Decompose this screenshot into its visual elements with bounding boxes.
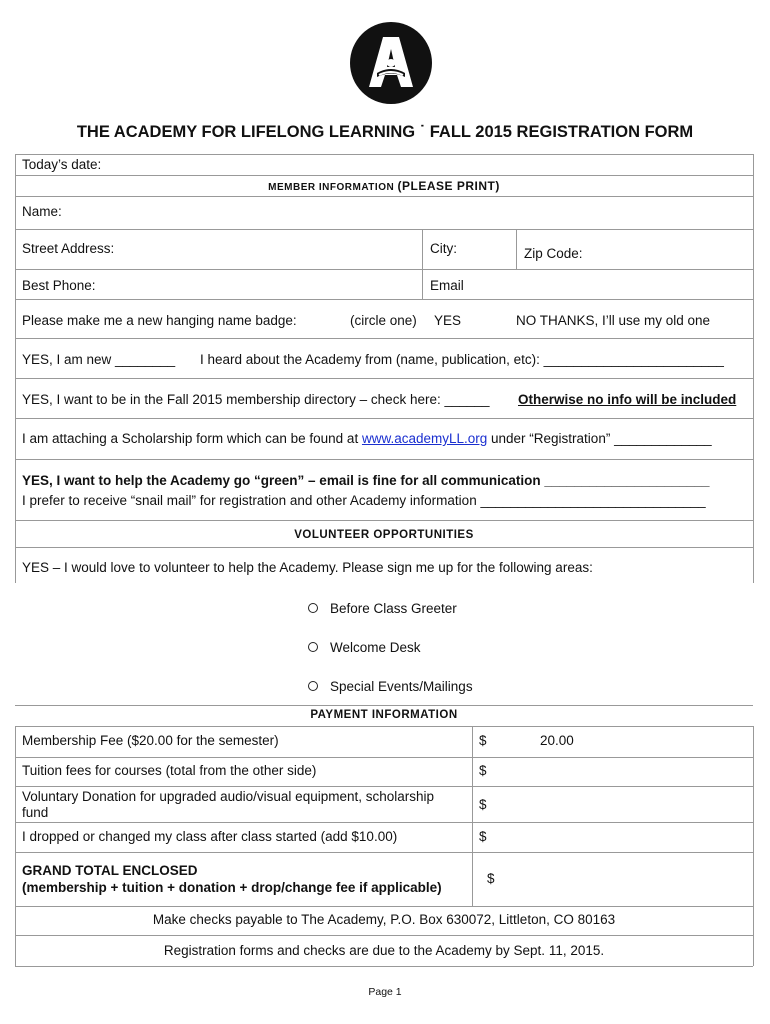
scholarship-line: I am attaching a Scholarship form which can be found at www.academyLL.org under “Registration” _____________ — [22, 431, 712, 446]
grand-total-note: (membership + tuition + donation + drop/change fee if applicable) — [22, 880, 442, 895]
drop-change-fee-label: I dropped or changed my class after class started (add $10.00) — [22, 829, 398, 844]
academy-logo — [349, 21, 433, 105]
email-label[interactable]: Email — [430, 278, 464, 293]
divider — [15, 269, 753, 270]
name-badge-label: Please make me a new hanging name badge: — [22, 313, 297, 328]
new-member-field[interactable]: YES, I am new ________ — [22, 352, 176, 367]
divider — [15, 196, 753, 197]
tuition-fees-label: Tuition fees for courses (total from the other side) — [22, 763, 317, 778]
tuition-fees-currency[interactable]: $ — [479, 763, 487, 778]
membership-fee-label: Membership Fee ($20.00 for the semester) — [22, 733, 279, 748]
divider — [15, 175, 753, 176]
divider — [516, 229, 517, 269]
zip-code-label[interactable]: Zip Code: — [524, 246, 583, 261]
divider — [15, 966, 753, 967]
member-info-header: MEMBER INFORMATION (PLEASE PRINT) — [268, 179, 500, 193]
divider — [753, 154, 754, 175]
volunteer-intro: YES – I would love to volunteer to help the Academy. Please sign me up for the following areas: — [22, 560, 593, 575]
divider — [15, 299, 753, 300]
divider — [15, 726, 753, 727]
volunteer-header: VOLUNTEER OPPORTUNITIES — [294, 529, 474, 541]
donation-label: Voluntary Donation for upgraded audio/visual equipment, scholarship — [22, 789, 435, 804]
divider — [15, 757, 753, 758]
divider — [15, 459, 753, 460]
donation-label-cont: fund — [22, 805, 49, 820]
street-address-label[interactable]: Street Address: — [22, 241, 115, 256]
due-date-note: Registration forms and checks are due to the Academy by Sept. 11, 2015. — [163, 943, 605, 958]
heard-about-field[interactable]: I heard about the Academy from (name, publication, etc): ________________________ — [200, 352, 724, 367]
checks-payable-note: Make checks payable to The Academy, P.O. Box 630072, Littleton, CO 80163 — [152, 912, 616, 927]
donation-currency[interactable]: $ — [479, 797, 487, 812]
divider — [753, 726, 754, 966]
divider — [15, 547, 753, 548]
todays-date-label: Today’s date: — [22, 157, 102, 172]
divider — [15, 906, 753, 907]
badge-no-thanks-option[interactable]: NO THANKS, I’ll use my old one — [516, 313, 711, 328]
radio-circle-icon[interactable] — [308, 603, 318, 613]
divider — [15, 418, 753, 419]
divider — [15, 154, 753, 155]
divider — [15, 175, 16, 583]
badge-yes-option[interactable]: YES — [434, 313, 462, 328]
circle-one-label: (circle one) — [350, 313, 417, 328]
directory-field[interactable]: YES, I want to be in the Fall 2015 membership directory – check here: ______ — [22, 392, 490, 407]
divider — [472, 726, 473, 906]
divider — [15, 852, 753, 853]
volunteer-option-special-events[interactable]: Special Events/Mailings — [308, 679, 473, 695]
membership-fee-currency: $ — [479, 733, 487, 748]
divider — [15, 154, 16, 175]
radio-circle-icon[interactable] — [308, 681, 318, 691]
membership-fee-amount[interactable]: 20.00 — [540, 733, 574, 748]
grand-total-currency[interactable]: $ — [487, 871, 495, 886]
otherwise-note: Otherwise no info will be included — [518, 392, 737, 407]
grand-total-label: GRAND TOTAL ENCLOSED — [22, 863, 198, 878]
divider — [15, 378, 753, 379]
academy-logo-icon — [349, 21, 433, 105]
name-label[interactable]: Name: — [22, 204, 62, 219]
divider — [15, 726, 16, 966]
academy-link[interactable]: www.academyLL.org — [361, 431, 488, 446]
divider — [15, 822, 753, 823]
divider — [15, 338, 753, 339]
payment-header: PAYMENT INFORMATION — [310, 709, 458, 721]
divider — [15, 520, 753, 521]
email-preference-field[interactable]: YES, I want to help the Academy go “green” – email is fine for all communication ______________________ — [22, 473, 710, 488]
divider — [15, 705, 753, 706]
page-number: Page 1 — [368, 986, 402, 998]
divider — [753, 175, 754, 583]
divider — [15, 935, 753, 936]
divider — [15, 229, 753, 230]
snail-mail-field[interactable]: I prefer to receive “snail mail” for registration and other Academy information ______________________________ — [22, 493, 706, 508]
divider — [15, 786, 753, 787]
city-label[interactable]: City: — [430, 241, 457, 256]
divider — [422, 229, 423, 299]
volunteer-option-greeter[interactable]: Before Class Greeter — [308, 601, 457, 617]
volunteer-option-welcome-desk[interactable]: Welcome Desk — [308, 640, 421, 656]
best-phone-label[interactable]: Best Phone: — [22, 278, 96, 293]
radio-circle-icon[interactable] — [308, 642, 318, 652]
drop-change-fee-currency[interactable]: $ — [479, 829, 487, 844]
form-title: THE ACADEMY FOR LIFELONG LEARNING ˙ FALL 2015 REGISTRATION FORM — [76, 123, 694, 141]
